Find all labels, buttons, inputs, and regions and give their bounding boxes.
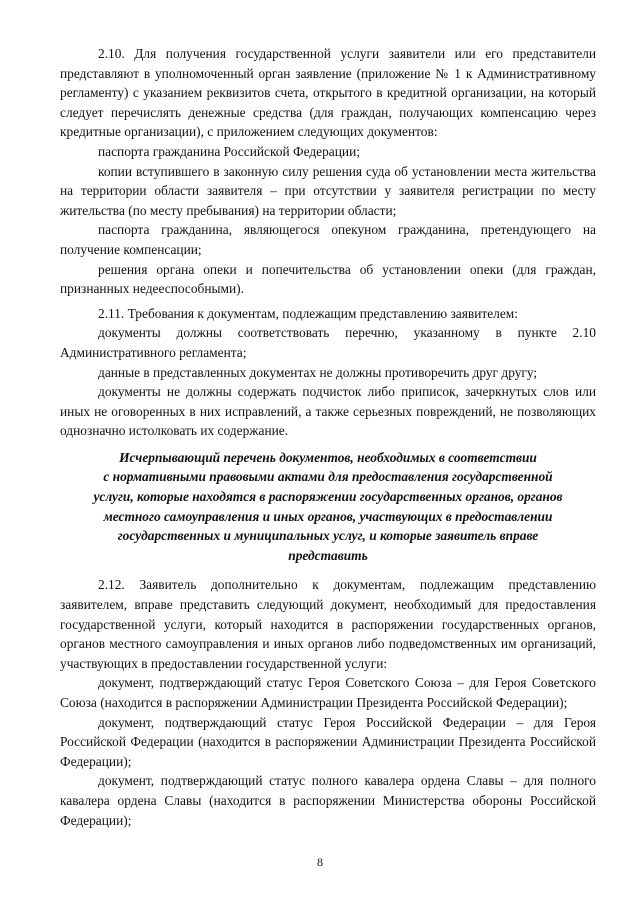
list-item: документы должны соответствовать перечню, указанному в пункте 2.10 Административного регламента; [60,325,596,360]
list-item: документ, подтверждающий статус Героя Российской Федерации – для Героя Российской Федерации (находится в распоряжении Администрации Президента Российской Федерации); [60,714,596,769]
list-item: документ, подтверждающий статус полного кавалера ордена Славы – для полного кавалера ордена Славы (находится в распоряжении Министерства обороны Российской Федерации); [60,773,596,828]
heading-line: Исчерпывающий перечень документов, необходимых в соответствии [119,449,537,465]
heading-line: местного самоуправления и иных органов, участвующих в предоставлении [103,508,553,524]
list-item: документы не должны содержать подчисток либо приписок, зачеркнутых слов или иных не оговоренных в них исправлений, а также серьезных повреждений, не позволяющих однозначно истолковать их содержание. [60,384,596,439]
list-item: копии вступившего в законную силу решения суда об установлении места жительства на территории области заявителя – при отсутствии у заявителя регистрации по месту жительства (по месту пребывания) на территории области; [60,163,596,218]
list-item: паспорта гражданина, являющегося опекуном гражданина, претендующего на получение компенсации; [60,222,596,257]
list-item: паспорта гражданина Российской Федерации; [98,143,360,159]
document-page [60,44,596,830]
heading-line: услуги, которые находятся в распоряжении государственных органов, органов [93,489,563,505]
list-item: данные в представленных документах не должны противоречить друг другу; [98,364,538,380]
paragraph-2-12: 2.12. Заявитель дополнительно к документам, подлежащим представлению заявителем, вправе представить следующий документ, необходимый для предоставления государственной услуги, который находится в распоряжении государственных органов, органов местного самоуправления и иных органов либо подведомственных им организаций, участвующих в предоставлении государственной услуги: [60,577,596,671]
list-item: решения органа опеки и попечительства об установлении опеки (для граждан, признанных недееспособными). [60,261,596,297]
paragraph-2-10: 2.10. Для получения государственной услуги заявители или его представители представляют в уполномоченный орган заявление (приложение № 1 к Административному регламенту) с указанием реквизитов счета, открытого в кредитной организации, на который следует перечислять денежные средства (для граждан, получающих компенсацию через кредитные организации), с приложением следующих документов: [60,46,596,140]
page-number: 8 [317,855,323,869]
heading-line: государственных и муниципальных услуг, и которые заявитель вправе [117,528,539,544]
paragraph-2-11: 2.11. Требования к документам, подлежащим представлению заявителем: [98,305,518,321]
list-item: документ, подтверждающий статус Героя Советского Союза – для Героя Советского Союза (находится в распоряжении Администрации Президента Российской Федерации); [60,675,596,710]
heading-line: с нормативными правовыми актами для предоставления государственной [103,469,553,485]
heading-line: представить [288,547,368,563]
section-heading [60,448,596,566]
